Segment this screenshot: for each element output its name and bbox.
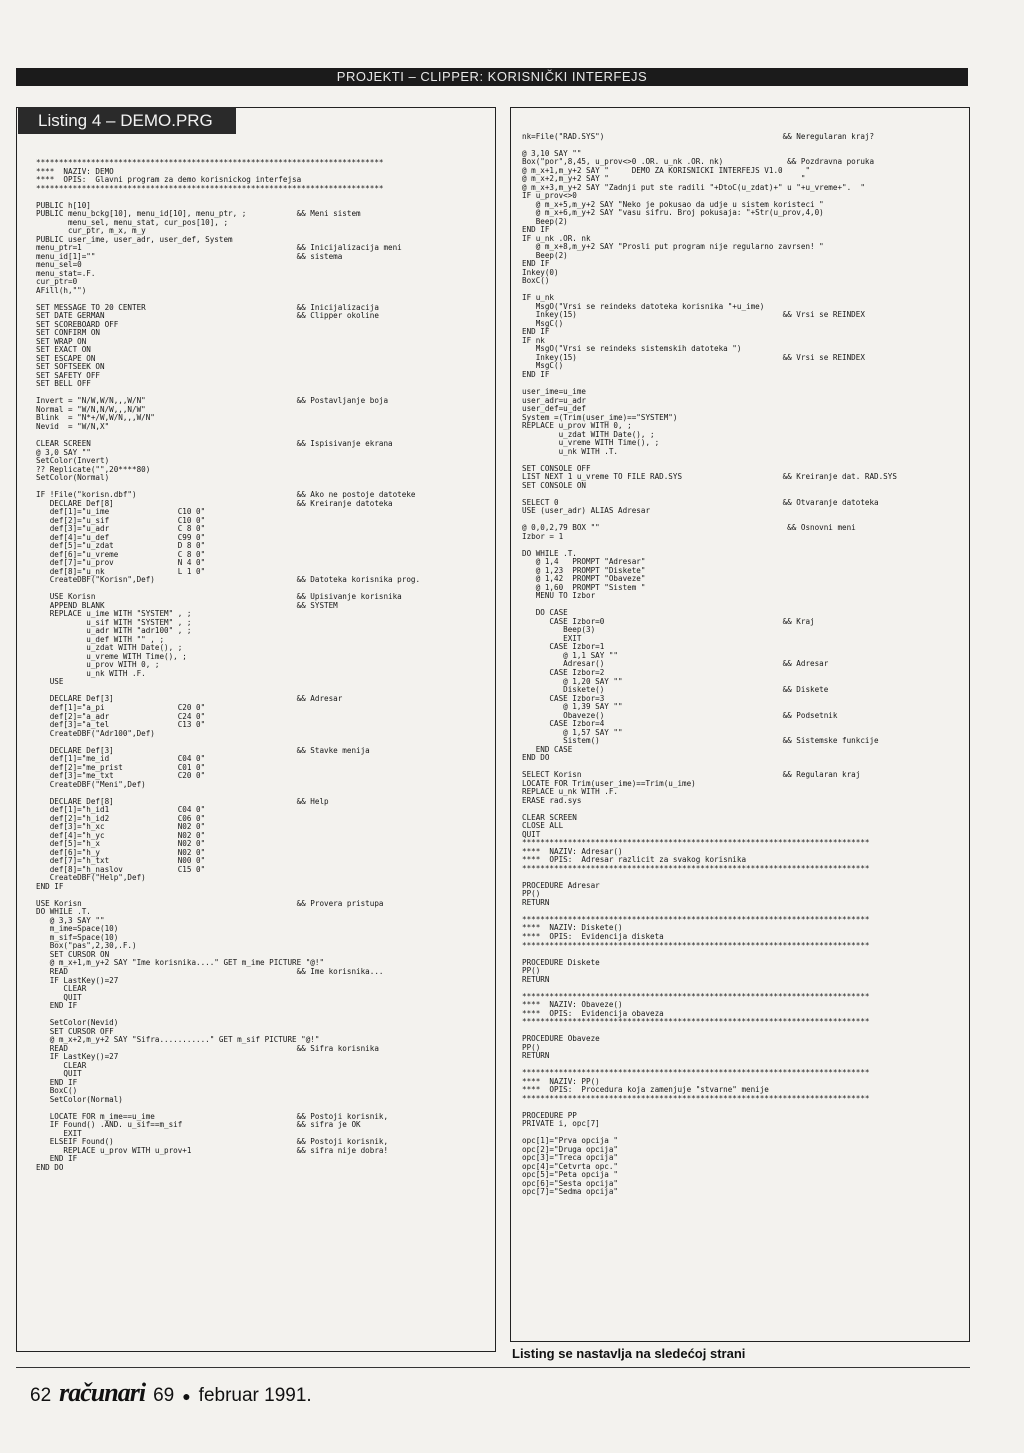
section-header: PROJEKTI – CLIPPER: KORISNIČKI INTERFEJS (16, 68, 968, 86)
issue-date: februar 1991. (198, 1385, 312, 1406)
code-listing-left: **************************************************************************** **** NAZIV: DEMO **** OPIS: Glavni program za demo korisnickog interfejsa **************************************************************************** PUBLIC h[10] PUBLIC menu_bckg[10], menu_id[10], menu_ptr, ; && Meni sistem menu_sel, menu_stat, cur_pos[10], ; cur_ptr, m_x, m_y PUBLIC user_ime, user_adr, user_def, System menu_ptr=1 && Inicijalizacija meni menu_id[1]="" && sistema menu_sel=0 menu_stat=.F. cur_ptr=0 AFill(h,"") SET MESSAGE TO 20 CENTER && Inicijalizacija SET DATE GERMAN && Clipper okoline SET SCOREBOARD OFF SET CONFIRM ON SET WRAP ON SET EXACT ON SET ESCAPE ON SET SOFTSEEK ON SET SAFETY OFF SET BELL OFF Invert = "N/W,W/N,,,W/N" && Postavljanje boja Normal = "W/N,N/W,,,N/W" Blink = "N*+/W,W/N,,,W/N" Nevid = "W/N,X" CLEAR SCREEN && Ispisivanje ekrana @ 3,0 SAY "" SetColor(Invert) ?? Replicate("",20****80) SetColor(Normal) IF !File("korisn.dbf") && Ako ne postoje datoteke DECLARE Def[8] && Kreiranje datoteka def[1]="u_ime C10 0" def[2]="u_sif C10 0" def[3]="u_adr C 8 0" def[4]="u_def C99 0" def[5]="u_zdat D 8 0" def[6]="u_vreme C 8 0" def[7]="u_prov N 4 0" def[8]="u_nk L 1 0" CreateDBF("Korisn",Def) && Datoteka korisnika prog. USE Korisn && Upisivanje korisnika APPEND BLANK && SYSTEM REPLACE u_ime WITH "SYSTEM" , ; u_sif WITH "SYSTEM" , ; u_adr WITH "adr100" , ; u_def WITH "" , ; u_zdat WITH Date(), ; u_vreme WITH Time(), ; u_prov WITH 0, ; u_nk WITH .F. USE DECLARE Def[3] && Adresar def[1]="a_pi C20 0" def[2]="a_adr C24 0" def[3]="a_tel C13 0" CreateDBF("Adr100",Def) DECLARE Def[3] && Stavke menija def[1]="me_id C04 0" def[2]="me_prist C01 0" def[3]="me_txt C20 0" CreateDBF("Meni",Def) DECLARE Def[8] && Help def[1]="h_id1 C04 0" def[2]="h_id2 C06 0" def[3]="h_xc N02 0" def[4]="h_yc N02 0" def[5]="h_x N02 0" def[6]="h_y N02 0" def[7]="h_txt N00 0" def[8]="h_naslov C15 0" CreateDBF("Help",Def) END IF USE Korisn && Provera pristupa DO WHILE .T. @ 3,3 SAY "" m_ime=Space(10) m_sif=Space(10) Box("pas",2,30,.F.) SET CURSOR ON @ m_x+1,m_y+2 SAY "Ime korisnika...." GET m_ime PICTURE "@!" READ && Ime korisnika... IF LastKey()=27 CLEAR QUIT END IF SetColor(Nevid) SET CURSOR OFF @ m_x+2,m_y+2 SAY "Sifra..........." GET m_sif PICTURE "@!" READ && Sifra korisnika IF LastKey()=27 CLEAR QUIT END IF BoxC() SetColor(Normal) LOCATE FOR m_ime==u_ime && Postoji korisnik, IF Found() .AND. u_sif==m_sif && sifra je OK EXIT ELSEIF Found() && Postoji korisnik, REPLACE u_prov WITH u_prov+1 && sifra nije dobra! END IF END DO (36, 158, 421, 1172)
page-number: 62 (30, 1385, 52, 1406)
bullet-icon: ● (182, 1388, 191, 1404)
magazine-logo: računari (59, 1378, 146, 1407)
listing-title: Listing 4 – DEMO.PRG (18, 107, 236, 134)
continuation-note: Listing se nastavlja na sledećoj strani (512, 1346, 746, 1361)
issue-number: 69 (153, 1385, 175, 1406)
page-footer (30, 1378, 312, 1408)
code-listing-right: nk=File("RAD.SYS") && Neregularan kraj? @ 3,10 SAY "" Box("por",8,45, u_prov<>0 .OR. u_nk .OR. nk) && Pozdravna poruka @ m_x+1,m_y+2 SAY " DEMO ZA KORISNICKI INTERFEJS V1.0 " @ m_x+2,m_y+2 SAY " " @ m_x+3,m_y+2 SAY "Zadnji put ste radili "+DtoC(u_zdat)+" u "+u_vreme+". " IF u_prov<>0 @ m_x+5,m_y+2 SAY "Neko je pokusao da udje u sistem koristeci " @ m_x+6,m_y+2 SAY "vasu sifru. Broj pokusaja: "+Str(u_prov,4,0) Beep(2) END IF IF u_nk .OR. nk @ m_x+8,m_y+2 SAY "Prosli put program nije regularno zavrsen! " Beep(2) END IF Inkey(0) BoxC() IF u_nk MsgO("Vrsi se reindeks datoteka korisnika "+u_ime) Inkey(15) && Vrsi se REINDEX MsgC() END IF IF nk MsgO("Vrsi se reindeks sistemskih datoteka ") Inkey(15) && Vrsi se REINDEX MsgC() END IF user_ime=u_ime user_adr=u_adr user_def=u_def System =(Trim(user_ime)=="SYSTEM") REPLACE u_prov WITH 0, ; u_zdat WITH Date(), ; u_vreme WITH Time(), ; u_nk WITH .T. SET CONSOLE OFF LIST NEXT 1 u_vreme TO FILE RAD.SYS && Kreiranje dat. RAD.SYS SET CONSOLE ON SELECT 0 && Otvaranje datoteka USE (user_adr) ALIAS Adresar @ 0,0,2,79 BOX "" && Osnovni meni Izbor = 1 DO WHILE .T. @ 1,4 PROMPT "Adresar" @ 1,23 PROMPT "Diskete" @ 1,42 PROMPT "Obaveze" @ 1,60 PROMPT "Sistem " MENU TO Izbor DO CASE CASE Izbor=0 && Kraj Beep(3) EXIT CASE Izbor=1 @ 1,1 SAY "" Adresar() && Adresar CASE Izbor=2 @ 1,20 SAY "" Diskete() && Diskete CASE Izbor=3 @ 1,39 SAY "" Obaveze() && Podsetnik CASE Izbor=4 @ 1,57 SAY "" Sistem() && Sistemske funkcije END CASE END DO SELECT Korisn && Regularan kraj LOCATE FOR Trim(user_ime)==Trim(u_ime) REPLACE u_nk WITH .F. ERASE rad.sys CLEAR SCREEN CLOSE ALL QUIT **************************************************************************** **** NAZIV: Adresar() **** OPIS: Adresar razlicit za svakog korisnika **************************************************************************** PROCEDURE Adresar PP() RETURN **************************************************************************** **** NAZIV: Diskete() **** OPIS: Evidencija disketa **************************************************************************** PROCEDURE Diskete PP() RETURN **************************************************************************** **** NAZIV: Obaveze() **** OPIS: Evidencija obaveza **************************************************************************** PROCEDURE Obaveze PP() RETURN **************************************************************************** **** NAZIV: PP() **** OPIS: Procedura koja zamenjuje "stvarne" menije **************************************************************************** PROCEDURE PP PRIVATE i, opc[7] opc[1]="Prva opcija " opc[2]="Druga opcija" opc[3]="Treca opcija" opc[4]="Cetvrta opc." opc[5]="Peta opcija " opc[6]="Sesta opcija" opc[7]="Sedma opcija" (522, 131, 897, 1197)
footer-rule (16, 1367, 970, 1368)
